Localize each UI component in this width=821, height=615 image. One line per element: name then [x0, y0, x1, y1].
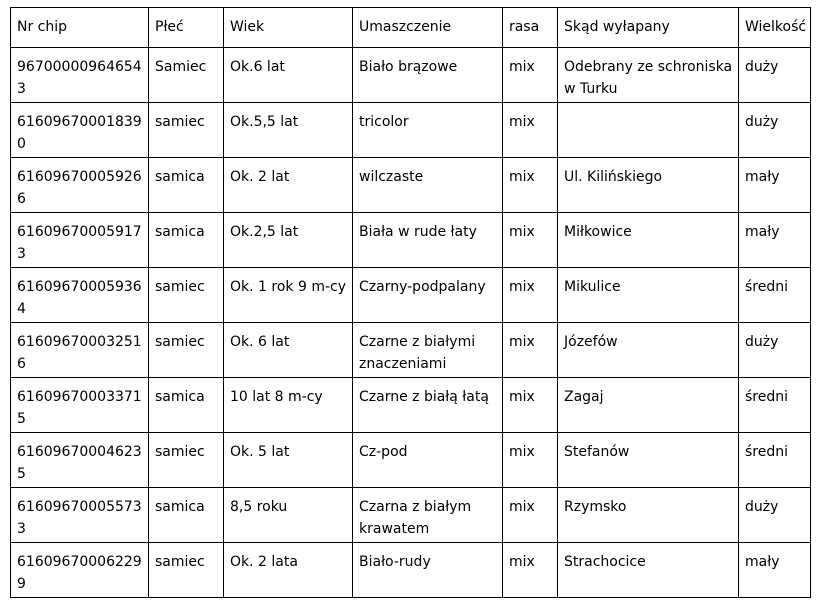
breed-cell: mix	[503, 543, 558, 598]
age-cell: 10 lat 8 m-cy	[224, 378, 353, 433]
coat-color-cell: Czarne z białymi znaczeniami	[353, 323, 503, 378]
caught-location-cell: Stefanów	[558, 433, 739, 488]
caught-location-cell: Strachocice	[558, 543, 739, 598]
size-cell: średni	[739, 268, 811, 323]
size-cell: duży	[739, 488, 811, 543]
table-row	[11, 543, 811, 598]
chip-number-cell: 967000009646543	[11, 48, 149, 103]
table-row	[11, 213, 811, 268]
coat-color-cell: Biała w rude łaty	[353, 213, 503, 268]
coat-color-cell: Biało brązowe	[353, 48, 503, 103]
chip-number-cell: 616096700033715	[11, 378, 149, 433]
caught-location-cell: Miłkowice	[558, 213, 739, 268]
coat-color-cell: Czarny-podpalany	[353, 268, 503, 323]
age-cell: Ok. 1 rok 9 m-cy	[224, 268, 353, 323]
chip-number-cell: 616096700055733	[11, 488, 149, 543]
coat-color-cell: tricolor	[353, 103, 503, 158]
table-header-row	[11, 8, 811, 48]
chip-number-cell: 616096700059173	[11, 213, 149, 268]
sex-cell: samiec	[149, 433, 224, 488]
caught-location-cell: Zagaj	[558, 378, 739, 433]
caught-location-cell: Mikulice	[558, 268, 739, 323]
breed-cell: mix	[503, 213, 558, 268]
header-size: Wielkość	[739, 8, 811, 48]
coat-color-cell: Cz-pod	[353, 433, 503, 488]
dogs-table	[10, 7, 811, 598]
sex-cell: Samiec	[149, 48, 224, 103]
breed-cell: mix	[503, 268, 558, 323]
breed-cell: mix	[503, 48, 558, 103]
header-chip-number: Nr chip	[11, 8, 149, 48]
table-row	[11, 268, 811, 323]
age-cell: Ok.6 lat	[224, 48, 353, 103]
coat-color-cell: wilczaste	[353, 158, 503, 213]
breed-cell: mix	[503, 323, 558, 378]
age-cell: 8,5 roku	[224, 488, 353, 543]
size-cell: mały	[739, 543, 811, 598]
chip-number-cell: 616096700046235	[11, 433, 149, 488]
breed-cell: mix	[503, 158, 558, 213]
header-age: Wiek	[224, 8, 353, 48]
table-row	[11, 378, 811, 433]
sex-cell: samica	[149, 488, 224, 543]
table-row	[11, 433, 811, 488]
header-coat-color: Umaszczenie	[353, 8, 503, 48]
header-sex: Płeć	[149, 8, 224, 48]
size-cell: mały	[739, 158, 811, 213]
table-row	[11, 488, 811, 543]
caught-location-cell	[558, 103, 739, 158]
table-row	[11, 323, 811, 378]
size-cell: duży	[739, 103, 811, 158]
chip-number-cell: 616096700062299	[11, 543, 149, 598]
chip-number-cell: 616096700059266	[11, 158, 149, 213]
breed-cell: mix	[503, 433, 558, 488]
size-cell: średni	[739, 433, 811, 488]
table-row	[11, 158, 811, 213]
breed-cell: mix	[503, 488, 558, 543]
caught-location-cell: Odebrany ze schroniska w Turku	[558, 48, 739, 103]
sex-cell: samica	[149, 158, 224, 213]
coat-color-cell: Czarna z białym krawatem	[353, 488, 503, 543]
breed-cell: mix	[503, 103, 558, 158]
sex-cell: samica	[149, 213, 224, 268]
coat-color-cell: Czarne z białą łatą	[353, 378, 503, 433]
age-cell: Ok. 2 lata	[224, 543, 353, 598]
size-cell: mały	[739, 213, 811, 268]
sex-cell: samica	[149, 378, 224, 433]
chip-number-cell: 616096700059364	[11, 268, 149, 323]
caught-location-cell: Rzymsko	[558, 488, 739, 543]
age-cell: Ok. 2 lat	[224, 158, 353, 213]
sex-cell: samiec	[149, 323, 224, 378]
age-cell: Ok. 6 lat	[224, 323, 353, 378]
caught-location-cell: Józefów	[558, 323, 739, 378]
size-cell: średni	[739, 378, 811, 433]
chip-number-cell: 616096700018390	[11, 103, 149, 158]
caught-location-cell: Ul. Kilińskiego	[558, 158, 739, 213]
age-cell: Ok.5,5 lat	[224, 103, 353, 158]
sex-cell: samiec	[149, 543, 224, 598]
chip-number-cell: 616096700032516	[11, 323, 149, 378]
size-cell: duży	[739, 323, 811, 378]
size-cell: duży	[739, 48, 811, 103]
age-cell: Ok.2,5 lat	[224, 213, 353, 268]
table-row	[11, 48, 811, 103]
age-cell: Ok. 5 lat	[224, 433, 353, 488]
breed-cell: mix	[503, 378, 558, 433]
sex-cell: samiec	[149, 103, 224, 158]
coat-color-cell: Biało-rudy	[353, 543, 503, 598]
header-breed: rasa	[503, 8, 558, 48]
sex-cell: samiec	[149, 268, 224, 323]
table-row	[11, 103, 811, 158]
header-caught-location: Skąd wyłapany	[558, 8, 739, 48]
